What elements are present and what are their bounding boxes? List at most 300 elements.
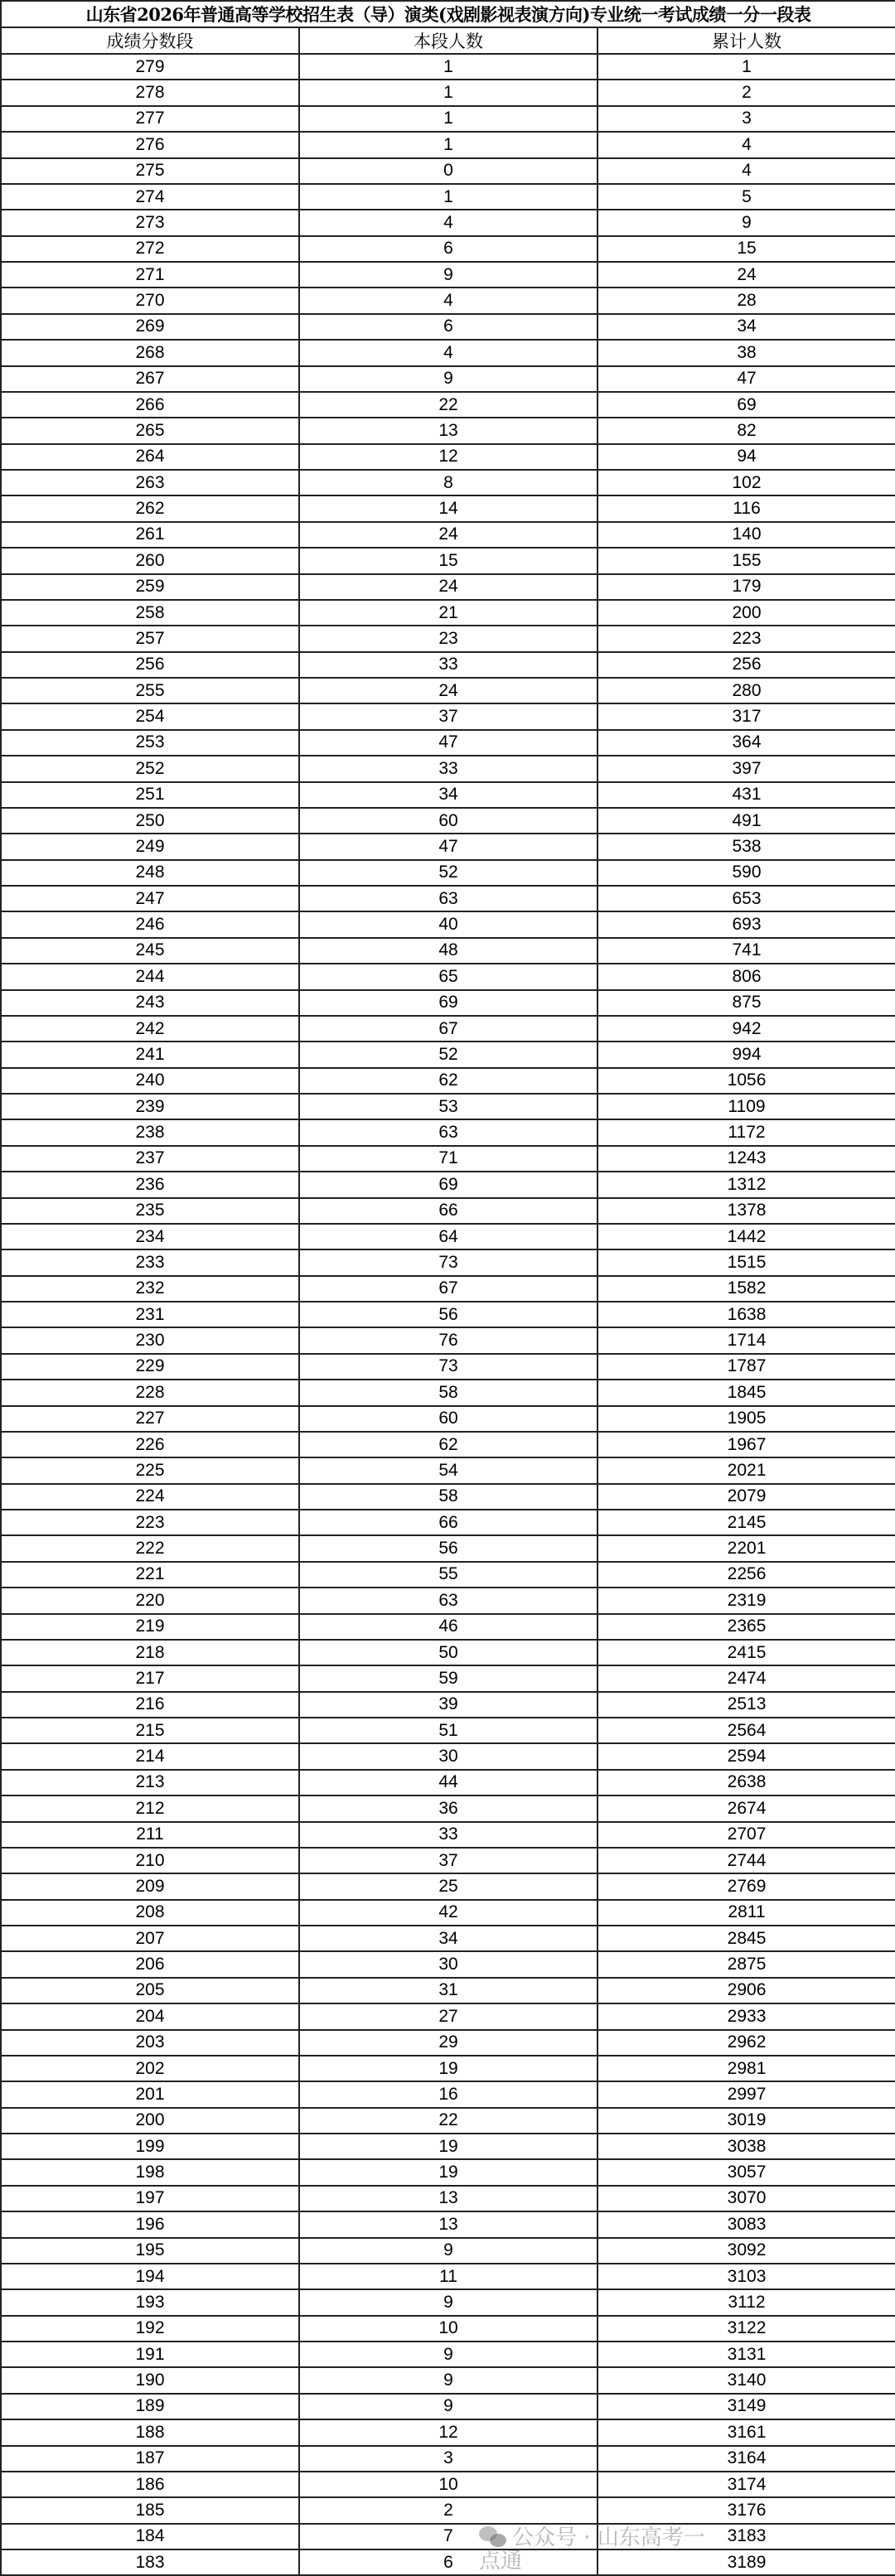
count-cell: 13 — [299, 2211, 597, 2237]
score-cell: 247 — [1, 886, 299, 911]
count-cell: 66 — [299, 1198, 597, 1224]
score-cell: 278 — [1, 80, 299, 105]
cumulative-cell: 28 — [597, 288, 895, 313]
count-cell: 47 — [299, 730, 597, 756]
cumulative-cell: 24 — [597, 262, 895, 288]
table-row — [1, 262, 895, 288]
score-cell: 185 — [1, 2497, 299, 2523]
score-cell: 191 — [1, 2342, 299, 2367]
score-cell: 261 — [1, 522, 299, 548]
table-row — [1, 911, 895, 937]
table-row — [1, 678, 895, 703]
count-cell: 24 — [299, 574, 597, 600]
table-row — [1, 1068, 895, 1094]
cumulative-cell: 3057 — [597, 2159, 895, 2185]
count-cell: 6 — [299, 236, 597, 262]
table-row — [1, 2289, 895, 2315]
count-cell: 40 — [299, 911, 597, 937]
table-row — [1, 1198, 895, 1224]
table-row — [1, 340, 895, 365]
score-cell: 242 — [1, 1016, 299, 1042]
table-row — [1, 1614, 895, 1640]
cumulative-cell: 1638 — [597, 1302, 895, 1327]
count-cell: 56 — [299, 1535, 597, 1561]
score-cell: 252 — [1, 756, 299, 781]
cumulative-cell: 806 — [597, 964, 895, 989]
table-row — [1, 1354, 895, 1380]
cumulative-cell: 3176 — [597, 2497, 895, 2523]
cumulative-cell: 3161 — [597, 2419, 895, 2445]
table-row — [1, 1926, 895, 1951]
table-row — [1, 600, 895, 626]
count-cell: 24 — [299, 522, 597, 548]
table-row — [1, 938, 895, 964]
score-cell: 232 — [1, 1276, 299, 1302]
cumulative-cell: 2997 — [597, 2081, 895, 2107]
table-row — [1, 1302, 895, 1327]
count-cell: 27 — [299, 2003, 597, 2029]
score-cell: 237 — [1, 1146, 299, 1172]
cumulative-cell: 1515 — [597, 1249, 895, 1275]
table-row — [1, 548, 895, 573]
score-cell: 236 — [1, 1172, 299, 1197]
score-cell: 224 — [1, 1484, 299, 1510]
count-cell: 55 — [299, 1562, 597, 1588]
score-cell: 235 — [1, 1198, 299, 1224]
count-cell: 59 — [299, 1665, 597, 1691]
count-cell: 13 — [299, 418, 597, 443]
score-cell: 214 — [1, 1743, 299, 1769]
cumulative-cell: 102 — [597, 470, 895, 495]
score-cell: 260 — [1, 548, 299, 573]
table-row — [1, 1770, 895, 1795]
score-cell: 190 — [1, 2367, 299, 2393]
count-cell: 21 — [299, 600, 597, 626]
table-row — [1, 990, 895, 1016]
table-row — [1, 495, 895, 521]
count-cell: 58 — [299, 1484, 597, 1510]
cumulative-cell: 2875 — [597, 1951, 895, 1977]
score-cell: 270 — [1, 288, 299, 313]
table-row — [1, 1016, 895, 1042]
score-cell: 253 — [1, 730, 299, 756]
table-row — [1, 54, 895, 80]
cumulative-cell: 1312 — [597, 1172, 895, 1197]
table-row — [1, 1951, 895, 1977]
cumulative-cell: 1243 — [597, 1146, 895, 1172]
count-cell: 10 — [299, 2316, 597, 2342]
score-cell: 199 — [1, 2134, 299, 2159]
cumulative-cell: 179 — [597, 574, 895, 600]
count-cell: 42 — [299, 1900, 597, 1926]
score-cell: 258 — [1, 600, 299, 626]
score-cell: 210 — [1, 1848, 299, 1873]
count-cell: 52 — [299, 1042, 597, 1067]
table-row — [1, 808, 895, 834]
score-cell: 267 — [1, 366, 299, 392]
table-row — [1, 1327, 895, 1353]
score-cell: 193 — [1, 2289, 299, 2315]
cumulative-cell: 3164 — [597, 2446, 895, 2472]
table-header-row — [1, 27, 895, 54]
count-cell: 9 — [299, 2238, 597, 2264]
cumulative-cell: 3189 — [597, 2549, 895, 2575]
table-row — [1, 1094, 895, 1119]
table-row — [1, 1432, 895, 1457]
count-cell: 16 — [299, 2081, 597, 2107]
score-cell: 213 — [1, 1770, 299, 1795]
table-row — [1, 1535, 895, 1561]
score-cell: 183 — [1, 2549, 299, 2575]
score-cell: 211 — [1, 1822, 299, 1848]
table-row — [1, 652, 895, 678]
count-cell: 19 — [299, 2159, 597, 2185]
score-cell: 279 — [1, 54, 299, 80]
count-cell: 63 — [299, 886, 597, 911]
score-cell: 219 — [1, 1614, 299, 1640]
cumulative-cell: 1582 — [597, 1276, 895, 1302]
cumulative-cell: 3019 — [597, 2108, 895, 2134]
count-cell: 4 — [299, 288, 597, 313]
cumulative-cell: 3122 — [597, 2316, 895, 2342]
score-cell: 194 — [1, 2264, 299, 2289]
count-cell: 73 — [299, 1354, 597, 1380]
cumulative-cell: 4 — [597, 158, 895, 184]
score-cell: 195 — [1, 2238, 299, 2264]
cumulative-cell: 2256 — [597, 1562, 895, 1588]
score-cell: 216 — [1, 1692, 299, 1718]
score-cell: 262 — [1, 495, 299, 521]
cumulative-cell: 2811 — [597, 1900, 895, 1926]
cumulative-cell: 140 — [597, 522, 895, 548]
table-row — [1, 2394, 895, 2419]
count-cell: 60 — [299, 1406, 597, 1432]
count-cell: 4 — [299, 340, 597, 365]
cumulative-cell: 1378 — [597, 1198, 895, 1224]
score-cell: 276 — [1, 132, 299, 157]
cumulative-cell: 491 — [597, 808, 895, 834]
cumulative-cell: 15 — [597, 236, 895, 262]
cumulative-cell: 364 — [597, 730, 895, 756]
watermark-text: 公众号 · 山东高考一点通 — [479, 2525, 705, 2574]
table-row — [1, 2003, 895, 2029]
score-cell: 222 — [1, 1535, 299, 1561]
cumulative-cell: 1 — [597, 54, 895, 80]
score-cell: 215 — [1, 1718, 299, 1743]
score-cell: 268 — [1, 340, 299, 365]
table-row — [1, 2367, 895, 2393]
count-cell: 6 — [299, 2549, 597, 2575]
count-cell: 73 — [299, 1249, 597, 1275]
score-cell: 230 — [1, 1327, 299, 1353]
score-cell: 227 — [1, 1406, 299, 1432]
cumulative-cell: 741 — [597, 938, 895, 964]
count-cell: 34 — [299, 1926, 597, 1951]
cumulative-cell: 200 — [597, 600, 895, 626]
cumulative-cell: 2906 — [597, 1978, 895, 2003]
cumulative-cell: 4 — [597, 132, 895, 157]
cumulative-cell: 3174 — [597, 2472, 895, 2497]
cumulative-cell: 1967 — [597, 1432, 895, 1457]
count-cell: 33 — [299, 652, 597, 678]
cumulative-cell: 38 — [597, 340, 895, 365]
count-cell: 23 — [299, 626, 597, 651]
cumulative-cell: 2845 — [597, 1926, 895, 1951]
table-row — [1, 2134, 895, 2159]
score-cell: 186 — [1, 2472, 299, 2497]
table-row — [1, 1042, 895, 1067]
cumulative-cell: 2933 — [597, 2003, 895, 2029]
table-row — [1, 756, 895, 781]
cumulative-cell: 2145 — [597, 1510, 895, 1535]
score-cell: 233 — [1, 1249, 299, 1275]
score-cell: 269 — [1, 314, 299, 340]
count-cell: 76 — [299, 1327, 597, 1353]
count-cell: 30 — [299, 1951, 597, 1977]
score-cell: 196 — [1, 2211, 299, 2237]
score-cell: 192 — [1, 2316, 299, 2342]
cumulative-cell: 94 — [597, 444, 895, 470]
score-cell: 277 — [1, 106, 299, 132]
table-row — [1, 703, 895, 729]
table-row — [1, 1900, 895, 1926]
cumulative-cell: 3183 — [597, 2524, 895, 2549]
cumulative-cell: 431 — [597, 782, 895, 808]
count-cell: 2 — [299, 2497, 597, 2523]
cumulative-cell: 256 — [597, 652, 895, 678]
cumulative-cell: 1109 — [597, 1094, 895, 1119]
count-cell: 22 — [299, 2108, 597, 2134]
count-cell: 9 — [299, 262, 597, 288]
score-cell: 257 — [1, 626, 299, 651]
score-cell: 212 — [1, 1795, 299, 1821]
count-cell: 62 — [299, 1432, 597, 1457]
score-cell: 275 — [1, 158, 299, 184]
count-cell: 12 — [299, 2419, 597, 2445]
cumulative-cell: 653 — [597, 886, 895, 911]
count-cell: 31 — [299, 1978, 597, 2003]
cumulative-cell: 3070 — [597, 2186, 895, 2211]
score-cell: 240 — [1, 1068, 299, 1094]
table-row — [1, 1718, 895, 1743]
count-cell: 65 — [299, 964, 597, 989]
count-cell: 25 — [299, 1873, 597, 1899]
score-cell: 184 — [1, 2524, 299, 2549]
cumulative-cell: 942 — [597, 1016, 895, 1042]
cumulative-cell: 223 — [597, 626, 895, 651]
score-cell: 265 — [1, 418, 299, 443]
table-row — [1, 2497, 895, 2523]
cumulative-cell: 875 — [597, 990, 895, 1016]
cumulative-cell: 3140 — [597, 2367, 895, 2393]
table-row — [1, 2316, 895, 2342]
table-row — [1, 1873, 895, 1899]
table-row — [1, 1146, 895, 1172]
cumulative-cell: 2769 — [597, 1873, 895, 1899]
score-cell: 241 — [1, 1042, 299, 1067]
table-row — [1, 1822, 895, 1848]
score-cell: 254 — [1, 703, 299, 729]
score-cell: 248 — [1, 860, 299, 886]
table-row — [1, 444, 895, 470]
count-cell: 63 — [299, 1588, 597, 1613]
table-row — [1, 782, 895, 808]
cumulative-cell: 2 — [597, 80, 895, 105]
count-cell: 69 — [299, 1172, 597, 1197]
score-cell: 188 — [1, 2419, 299, 2445]
count-cell: 67 — [299, 1276, 597, 1302]
table-row — [1, 1457, 895, 1483]
cumulative-cell: 47 — [597, 366, 895, 392]
cumulative-cell: 2981 — [597, 2056, 895, 2081]
table-row — [1, 1848, 895, 1873]
count-cell: 51 — [299, 1718, 597, 1743]
count-cell: 9 — [299, 2394, 597, 2419]
score-cell: 204 — [1, 2003, 299, 2029]
count-cell: 63 — [299, 1119, 597, 1145]
cumulative-cell: 3112 — [597, 2289, 895, 2315]
table-row — [1, 886, 895, 911]
table-row — [1, 2159, 895, 2185]
table-row — [1, 158, 895, 184]
table-row — [1, 1484, 895, 1510]
table-row — [1, 2264, 895, 2289]
count-cell: 39 — [299, 1692, 597, 1718]
cumulative-cell: 1905 — [597, 1406, 895, 1432]
score-cell: 229 — [1, 1354, 299, 1380]
count-cell: 47 — [299, 834, 597, 859]
table-row — [1, 1276, 895, 1302]
count-cell: 19 — [299, 2056, 597, 2081]
table-row — [1, 1665, 895, 1691]
table-row — [1, 1406, 895, 1432]
score-cell: 223 — [1, 1510, 299, 1535]
score-cell: 234 — [1, 1224, 299, 1249]
count-cell: 9 — [299, 2367, 597, 2393]
cumulative-cell: 1714 — [597, 1327, 895, 1353]
cumulative-cell: 2564 — [597, 1718, 895, 1743]
cumulative-cell: 2638 — [597, 1770, 895, 1795]
table-row — [1, 522, 895, 548]
score-cell: 244 — [1, 964, 299, 989]
count-cell: 9 — [299, 366, 597, 392]
count-cell: 1 — [299, 184, 597, 210]
cumulative-cell: 3 — [597, 106, 895, 132]
count-cell: 10 — [299, 2472, 597, 2497]
score-cell: 255 — [1, 678, 299, 703]
table-row — [1, 730, 895, 756]
count-cell: 4 — [299, 210, 597, 235]
score-cell: 225 — [1, 1457, 299, 1483]
column-header-score: 成绩分数段 — [1, 27, 299, 54]
count-cell: 33 — [299, 756, 597, 781]
cumulative-cell: 397 — [597, 756, 895, 781]
table-row — [1, 626, 895, 651]
count-cell: 58 — [299, 1380, 597, 1405]
table-row — [1, 470, 895, 495]
table-row — [1, 2524, 895, 2549]
score-cell: 250 — [1, 808, 299, 834]
count-cell: 30 — [299, 1743, 597, 1769]
table-row — [1, 2472, 895, 2497]
table-row — [1, 2186, 895, 2211]
cumulative-cell: 2021 — [597, 1457, 895, 1483]
cumulative-cell: 2962 — [597, 2030, 895, 2056]
score-cell: 228 — [1, 1380, 299, 1405]
cumulative-cell: 1172 — [597, 1119, 895, 1145]
table-row — [1, 314, 895, 340]
count-cell: 46 — [299, 1614, 597, 1640]
cumulative-cell: 2674 — [597, 1795, 895, 1821]
table-row — [1, 2238, 895, 2264]
count-cell: 24 — [299, 678, 597, 703]
cumulative-cell: 155 — [597, 548, 895, 573]
count-cell: 69 — [299, 990, 597, 1016]
cumulative-cell: 538 — [597, 834, 895, 859]
count-cell: 11 — [299, 2264, 597, 2289]
count-cell: 71 — [299, 1146, 597, 1172]
count-cell: 64 — [299, 1224, 597, 1249]
table-row — [1, 2549, 895, 2575]
score-cell: 217 — [1, 1665, 299, 1691]
score-cell: 231 — [1, 1302, 299, 1327]
count-cell: 29 — [299, 2030, 597, 2056]
count-cell: 67 — [299, 1016, 597, 1042]
count-cell: 19 — [299, 2134, 597, 2159]
table-row — [1, 2030, 895, 2056]
table-row — [1, 1692, 895, 1718]
table-row — [1, 184, 895, 210]
table-row — [1, 1640, 895, 1665]
cumulative-cell: 994 — [597, 1042, 895, 1067]
score-cell: 198 — [1, 2159, 299, 2185]
count-cell: 37 — [299, 1848, 597, 1873]
count-cell: 22 — [299, 392, 597, 418]
table-row — [1, 1795, 895, 1821]
cumulative-cell: 1845 — [597, 1380, 895, 1405]
score-cell: 271 — [1, 262, 299, 288]
table-row — [1, 2056, 895, 2081]
cumulative-cell: 3083 — [597, 2211, 895, 2237]
table-row — [1, 1249, 895, 1275]
cumulative-cell: 2319 — [597, 1588, 895, 1613]
count-cell: 36 — [299, 1795, 597, 1821]
count-cell: 37 — [299, 703, 597, 729]
cumulative-cell: 2744 — [597, 1848, 895, 1873]
cumulative-cell: 3131 — [597, 2342, 895, 2367]
table-row — [1, 1172, 895, 1197]
column-header-count: 本段人数 — [299, 27, 597, 54]
count-cell: 62 — [299, 1068, 597, 1094]
score-cell: 201 — [1, 2081, 299, 2107]
cumulative-cell: 2594 — [597, 1743, 895, 1769]
count-cell: 1 — [299, 54, 597, 80]
cumulative-cell: 2201 — [597, 1535, 895, 1561]
score-cell: 221 — [1, 1562, 299, 1588]
score-cell: 220 — [1, 1588, 299, 1613]
table-row — [1, 1510, 895, 1535]
count-cell: 66 — [299, 1510, 597, 1535]
count-cell: 1 — [299, 106, 597, 132]
cumulative-cell: 317 — [597, 703, 895, 729]
cumulative-cell: 280 — [597, 678, 895, 703]
count-cell: 34 — [299, 782, 597, 808]
table-row — [1, 80, 895, 105]
table-row — [1, 2419, 895, 2445]
score-cell: 205 — [1, 1978, 299, 2003]
table-row — [1, 366, 895, 392]
score-cell: 273 — [1, 210, 299, 235]
